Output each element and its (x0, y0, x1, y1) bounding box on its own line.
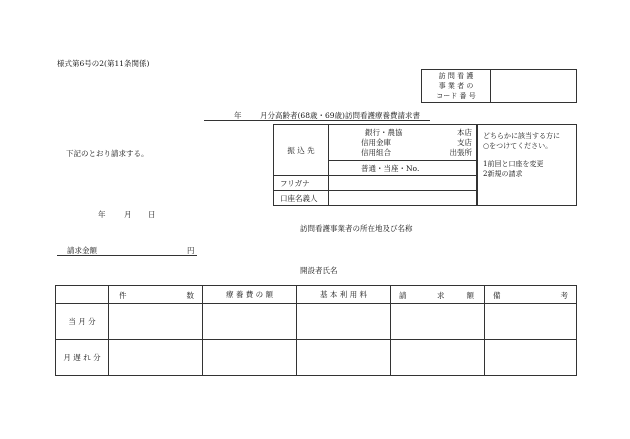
header-cases (109, 286, 203, 304)
bank-type-3[interactable]: 信用組合 (361, 148, 391, 157)
bank-type-1[interactable]: 銀行・農協 (365, 128, 403, 137)
choice-instruction-1: どちらかに該当する方に (483, 132, 560, 140)
document-title (204, 110, 430, 121)
header-count-char: 数 (186, 291, 194, 300)
requested-amount[interactable] (57, 245, 197, 256)
choice-option-new[interactable]: 2新規の請求 (483, 170, 523, 178)
header-remarks-char: 備 (493, 291, 501, 300)
address-label: 訪問看護事業者の所在地及び名称 (300, 224, 413, 233)
furigana-label: フリガナ (274, 176, 329, 191)
cell-current-remarks[interactable] (485, 304, 577, 340)
account-holder-label: 口座名義人 (274, 191, 329, 206)
transfer-table (273, 124, 477, 206)
amount-label: 請求金額 (67, 246, 97, 255)
provider-code-label-line: コード 番 号 (436, 92, 476, 100)
form-number: 様式第6号の2(第11条関係) (57, 59, 150, 68)
account-holder-field[interactable] (329, 191, 477, 206)
furigana-field[interactable] (329, 176, 477, 191)
cell-late-cases[interactable] (109, 340, 203, 376)
bank-field[interactable] (329, 125, 477, 161)
cell-late-remarks[interactable] (485, 340, 577, 376)
choice-content (478, 125, 577, 206)
header-amount-char: 額 (466, 291, 474, 300)
provider-code-box (421, 69, 577, 103)
header-blank (56, 286, 109, 304)
date-day: 日 (148, 210, 156, 219)
account-number-field[interactable] (329, 161, 477, 176)
provider-code-label (422, 70, 491, 103)
header-claim (391, 286, 485, 304)
choice-instruction-2: ○をつけてください。 (483, 142, 553, 150)
header-remarks-char: 考 (560, 291, 568, 300)
claim-table (55, 285, 577, 376)
cell-late-medical-fee[interactable] (203, 340, 297, 376)
branch-type-3[interactable]: 出張所 (449, 148, 472, 157)
header-claim-char: 請 (399, 291, 407, 300)
choice-option-change[interactable]: 1前回と口座を変更 (483, 160, 544, 168)
cell-current-medical-fee[interactable] (203, 304, 297, 340)
title-text: 月分高齢者(68歳・69歳)訪問看護療養費請求書 (260, 111, 420, 120)
provider-code-label-line: 訪 問 看 護 (438, 72, 474, 80)
founder-label: 開設者氏名 (300, 266, 338, 275)
header-remarks (485, 286, 577, 304)
choice-box (477, 124, 577, 206)
date-month: 月 (124, 210, 132, 219)
cell-late-claim[interactable] (391, 340, 485, 376)
request-text: 下記のとおり請求する。 (66, 149, 149, 158)
row-label-current: 当 月 分 (56, 304, 109, 340)
header-medical-fee: 療 養 費 の 額 (203, 286, 297, 304)
header-claim-char: 求 (437, 291, 445, 300)
date-year: 年 (98, 210, 106, 219)
provider-code-field[interactable] (491, 70, 577, 103)
provider-code-label-line: 事 業 者 の (438, 82, 474, 90)
title-year: 年 (234, 111, 242, 120)
branch-type-2[interactable]: 支店 (457, 138, 472, 147)
cell-late-base-fee[interactable] (297, 340, 391, 376)
header-cases-char: 件 (119, 291, 127, 300)
branch-type-1[interactable]: 本店 (457, 128, 472, 137)
bank-type-2[interactable]: 信用金庫 (361, 138, 391, 147)
row-label-late: 月 遅 れ 分 (56, 340, 109, 376)
cell-current-base-fee[interactable] (297, 304, 391, 340)
cell-current-claim[interactable] (391, 304, 485, 340)
header-base-fee: 基 本 利 用 料 (297, 286, 391, 304)
transfer-label: 振 込 先 (274, 125, 329, 176)
cell-current-cases[interactable] (109, 304, 203, 340)
amount-unit: 円 (187, 246, 195, 255)
account-type-label: 普通・当座・No. (361, 163, 420, 173)
